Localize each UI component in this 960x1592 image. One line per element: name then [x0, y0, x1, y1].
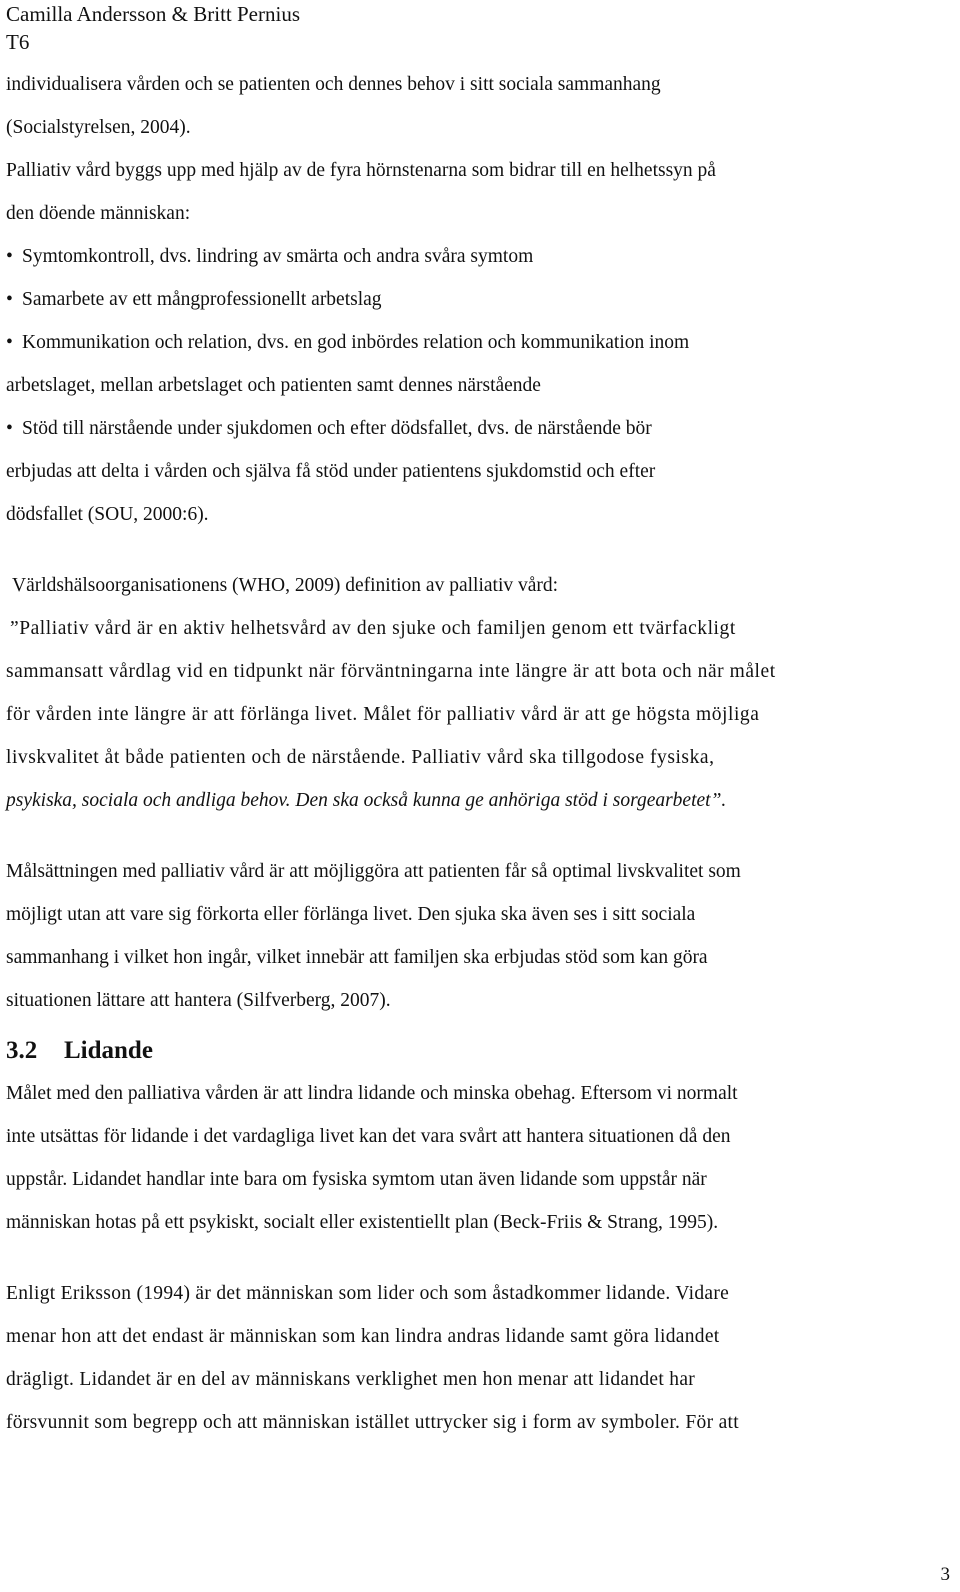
text-line: situationen lättare att hantera (Silfverberg, 2007).: [6, 990, 391, 1011]
paragraph-gap: [6, 1244, 954, 1272]
text-line: Palliativ vård byggs upp med hjälp av de fyra hörnstenarna som bidrar till en helhetssyn på: [6, 160, 716, 181]
section-heading: [6, 1036, 954, 1066]
lidande-paragraph-1: [6, 1072, 954, 1244]
quote-line: sammansatt vårdlag vid en tidpunkt när förväntningarna inte längre är att bota och när målet: [6, 661, 776, 682]
quote-line: livskvalitet åt både patienten och de närstående. Palliativ vård ska tillgodose fysiska,: [6, 747, 715, 768]
section-title: Lidande: [64, 1037, 153, 1064]
bullet-item: • Kommunikation och relation, dvs. en god inbördes relation och kommunikation inom: [6, 321, 954, 364]
goal-paragraph: [6, 850, 954, 1022]
document-page: [6, 0, 954, 1444]
text-line: Målet med den palliativa vården är att lindra lidande och minska obehag. Eftersom vi normalt: [6, 1083, 738, 1104]
text-line: människan hotas på ett psykiskt, socialt eller existentiellt plan (Beck-Friis & Strang, 1995).: [6, 1212, 719, 1233]
running-header-authors: Camilla Andersson & Britt Pernius: [6, 2, 300, 26]
text-line: Målsättningen med palliativ vård är att möjliggöra att patienten får så optimal livskvalitet som: [6, 861, 741, 882]
quote-line: ”Palliativ vård är en aktiv helhetsvård av den sjuke och familjen genom ett tvärfackligt: [10, 618, 736, 639]
lidande-paragraph-2: [6, 1272, 954, 1444]
text-line: individualisera vården och se patienten och dennes behov i sitt sociala sammanhang: [6, 74, 661, 95]
text-line: drägligt. Lidandet är en del av människans verklighet men hon menar att lidandet har: [6, 1369, 696, 1390]
paragraph-gap: [6, 822, 954, 850]
quote-intro: Världshälsoorganisationens (WHO, 2009) definition av palliativ vård:: [12, 575, 559, 596]
page-number: 3: [940, 1564, 950, 1585]
text-line: uppstår. Lidandet handlar inte bara om fysiska symtom utan även lidande som uppstår när: [6, 1169, 707, 1190]
text-line: Enligt Eriksson (1994) är det människan som lider och som åstadkommer lidande. Vidare: [6, 1283, 730, 1304]
who-definition: [6, 564, 954, 822]
quote-line-italic: psykiska, sociala och andliga behov. Den ska också kunna ge anhöriga stöd i sorgearbetet”.: [6, 790, 727, 811]
bullet-item: • Stöd till närstående under sjukdomen och efter dödsfallet, dvs. de närstående bör: [6, 407, 954, 450]
bullet-continuation: arbetslaget, mellan arbetslaget och patienten samt dennes närstående: [6, 375, 541, 396]
text-line: försvunnit som begrepp och att människan istället uttrycker sig i form av symboler. För att: [6, 1412, 739, 1433]
text-line: möjligt utan att vare sig förkorta eller förlänga livet. Den sjuka ska även ses i sitt sociala: [6, 904, 696, 925]
text-line: (Socialstyrelsen, 2004).: [6, 117, 191, 138]
bullet-item: • Samarbete av ett mångprofessionellt arbetslag: [6, 278, 954, 321]
bullet-item: • Symtomkontroll, dvs. lindring av smärta och andra svåra symtom: [6, 235, 954, 278]
running-header-code: T6: [6, 30, 30, 54]
bullet-continuation: dödsfallet (SOU, 2000:6).: [6, 504, 209, 525]
section-intro: [6, 63, 954, 536]
bullet-continuation: erbjudas att delta i vården och själva få stöd under patientens sjukdomstid och efter: [6, 461, 656, 482]
text-line: menar hon att det endast är människan som kan lindra andras lidande samt göra lidandet: [6, 1326, 720, 1347]
section-number: 3.2: [6, 1037, 38, 1064]
quote-line: för vården inte längre är att förlänga livet. Målet för palliativ vård är att ge högsta möjliga: [6, 704, 760, 725]
text-line: inte utsättas för lidande i det vardagliga livet kan det vara svårt att hantera situationen då den: [6, 1126, 731, 1147]
text-line: sammanhang i vilket hon ingår, vilket innebär att familjen ska erbjudas stöd som kan göra: [6, 947, 708, 968]
text-line: den döende människan:: [6, 203, 191, 224]
paragraph-gap: [6, 536, 954, 564]
